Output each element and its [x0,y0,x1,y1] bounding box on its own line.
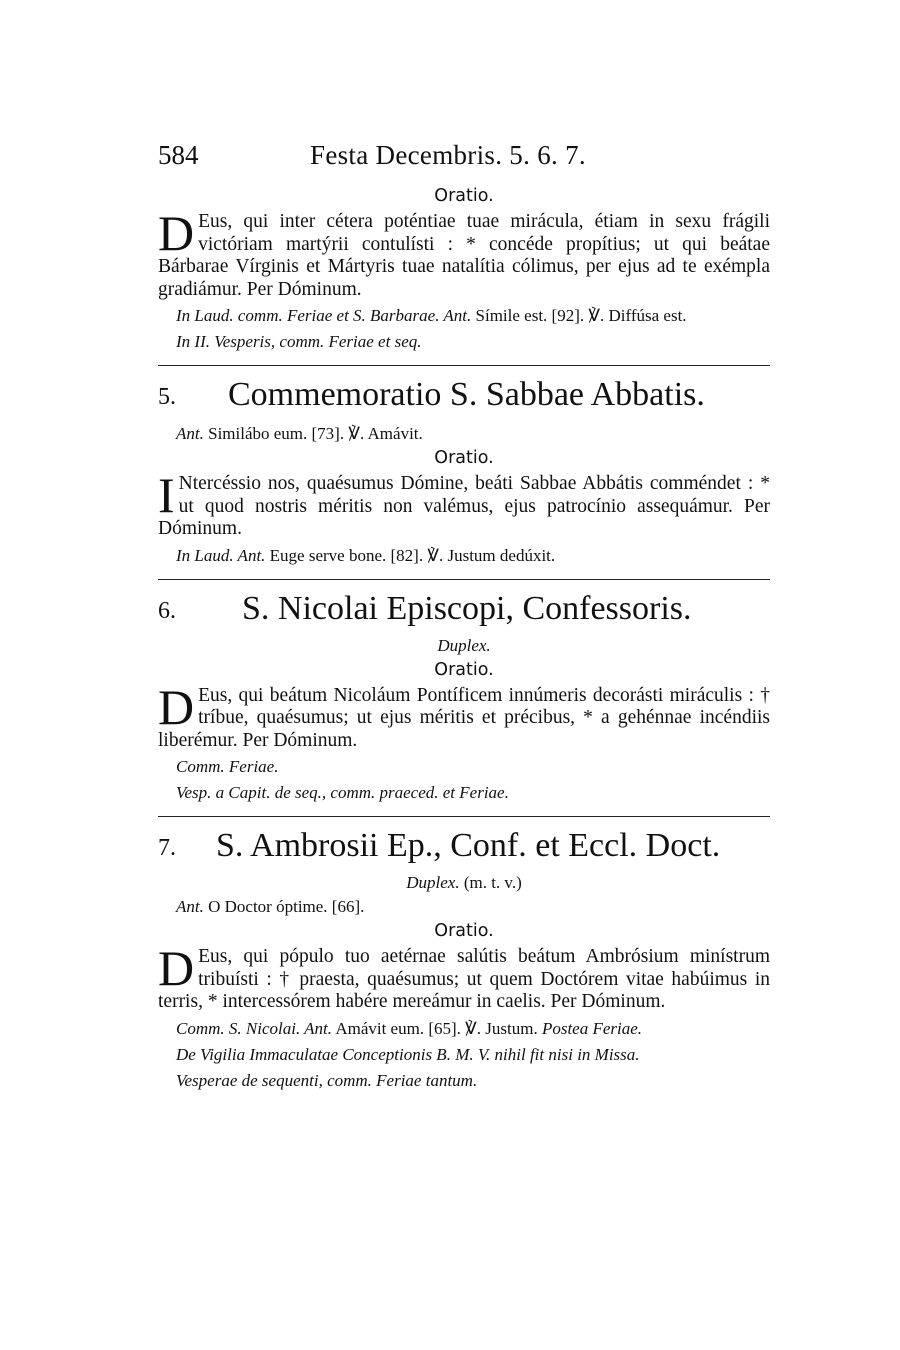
section-heading-5 [158,376,770,420]
prayer-sabbas [158,467,770,541]
page [158,140,770,1092]
rubric-vespers-following: Vesperae de sequenti, comm. Feriae tantum. [176,1070,478,1090]
section-number: 7. [158,835,176,861]
rubric-vespers-nicholas: Vesp. a Capit. de seq., comm. praeced. et Feriae. [176,783,509,802]
drop-cap: D [158,940,195,996]
oratio-heading: Oratio. [434,659,494,680]
oratio-heading: Oratio. [434,921,494,941]
rubric-text: Símile est. [92]. ℣. Diffúsa est. [475,306,687,325]
ant-label: Ant. [176,424,204,443]
rubric-italic-tail: Postea Feriae. [541,1018,643,1038]
rubric-italic: In Laud. Ant. [176,545,266,565]
prayer-text: Ntercéssio nos, quaésumus Dómine, beáti Sabbae Abbátis comméndet : * ut quod nostris méritis non valémus, ejus patrocínio assequámur. Per Dóminum. [158,473,770,539]
rubric-vespers-barbara: In II. Vesperis, comm. Feriae et seq. [176,332,422,351]
section-heading-6 [158,590,770,634]
section-divider [158,365,770,366]
rank-label: Duplex. [437,635,491,655]
prayer-text: Eus, qui pópulo tuo aetérnae salútis beátum Ambrósium minístrum tribuísti : † praesta, quaésumus; ut quem Doctórem vitae habúimus in terris, * intercessórem habére mereámur in caelis. Per Dóminum. [158,946,770,1012]
section-divider [158,579,770,580]
drop-cap: D [158,205,195,261]
antiphon-line [176,424,770,444]
prayer-text: Eus, qui inter cétera poténtiae tuae mirácula, étiam in sexu frágili victóriam martýrii contulísti : * concéde propítius; ut qui beátae Bárbarae Vírginis et Mártyris tuae natalítia cólimus, per ejus ad te exémpla gradiámur. Per Dóminum. [158,211,770,300]
rank-italic: Duplex. [406,873,460,892]
oratio-heading: Oratio. [434,186,494,206]
rubric-italic: Comm. S. Nicolai. Ant. [176,1018,332,1038]
section-title: S. Nicolai Episcopi, Confessoris. [242,589,692,627]
prayer-ambrose [158,940,770,1014]
section-heading-7 [158,827,770,871]
prayer-text: Eus, qui beátum Nicoláum Pontíficem innúmeris decorásti miráculis : † tríbue, quaésumus; ut ejus méritis et précibus, * a gehénnae incéndiis liberémur. Per Dóminum. [158,684,770,751]
rank-label [158,873,770,893]
page-number: 584 [158,140,199,170]
oratio-heading: Oratio. [434,448,494,468]
section-number: 6. [158,597,176,624]
rubric-italic: In Laud. comm. Feriae et S. Barbarae. Ant. [176,306,472,325]
running-head [158,140,770,182]
drop-cap: D [158,678,195,735]
rubric-comm-nicholas [176,1018,770,1040]
antiphon-line [176,897,770,917]
section-divider [158,816,770,817]
section-title: Commemoratio S. Sabbae Abbatis. [228,376,705,413]
rubric-lauds-barbara [158,305,770,327]
rubric-comm-feriae: Comm. Feriae. [176,757,279,776]
ant-text: O Doctor óptime. [66]. [208,897,365,916]
rubric-lauds-sabbas [176,545,770,567]
ant-text: Similábo eum. [73]. ℣. Amávit. [208,424,423,443]
running-title: Festa Decembris. 5. 6. 7. [310,140,586,170]
prayer-nicholas [158,678,770,753]
ant-label: Ant. [176,897,204,916]
section-title: S. Ambrosii Ep., Conf. et Eccl. Doct. [216,827,721,864]
drop-cap: I [158,467,175,523]
rubric-text: Euge serve bone. [82]. ℣. Justum dedúxit. [269,545,556,565]
prayer-barbara [158,205,770,301]
section-number: 5. [158,384,176,410]
rank-text: (m. t. v.) [463,873,522,892]
rubric-vigil: De Vigilia Immaculatae Conceptionis B. M. V. nihil fit nisi in Missa. [176,1044,640,1064]
rubric-text: Amávit eum. [65]. ℣. Justum. [335,1018,538,1038]
